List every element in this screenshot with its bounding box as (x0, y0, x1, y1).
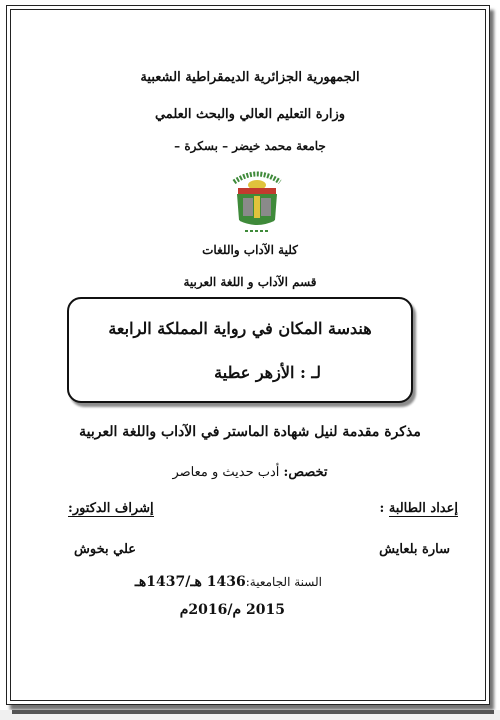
page-shadow (12, 710, 494, 714)
academic-year-gregorian: 2015 م/2016م (179, 602, 285, 618)
academic-year-hijri-line (135, 574, 322, 590)
specialty-label: تخصص: (283, 465, 328, 480)
specialty-line (0, 465, 500, 480)
specialty-value: أدب حديث و معاصر (172, 465, 284, 480)
supervisor-label-colon: : (68, 501, 73, 516)
bottom-strip (0, 710, 500, 720)
ministry-name: وزارة التعليم العالي والبحث العلمي (154, 107, 346, 122)
emblem-tower (254, 196, 260, 218)
republic-name: الجمهورية الجزائرية الديمقراطية الشعبية (140, 70, 360, 85)
faculty-name: كلية الآداب واللغات (202, 243, 298, 257)
department-name: قسم الآداب و اللغة العربية (183, 275, 317, 289)
student-name: سارة بلعايش (379, 542, 450, 557)
supervisor-name: علي بخوش (74, 542, 137, 557)
emblem-band (238, 188, 276, 194)
supervisor-label: إشراف الدكتور (72, 501, 154, 516)
supervisor-label-line (68, 501, 154, 516)
university-name: جامعة محمد خيضر – بسكرة – (174, 139, 326, 153)
student-label-line (380, 501, 459, 516)
academic-year-label: السنة الجامعية: (245, 575, 322, 589)
thesis-description: مذكرة مقدمة لنيل شهادة الماستر في الآداب واللغة العربية (79, 424, 421, 440)
student-label: إعداد الطالبة (388, 501, 458, 516)
emblem-book-right (261, 198, 271, 216)
thesis-title: هندسة المكان في رواية المملكة الرابعة (108, 319, 372, 338)
university-emblem-icon (228, 168, 286, 236)
academic-year-hijri: 1436 هـ/1437هـ (134, 574, 246, 590)
novel-author: لـ : الأزهر عطية (214, 363, 321, 382)
student-label-colon: : (379, 501, 389, 516)
thesis-title-box (67, 297, 413, 403)
emblem-book-left (243, 198, 253, 216)
